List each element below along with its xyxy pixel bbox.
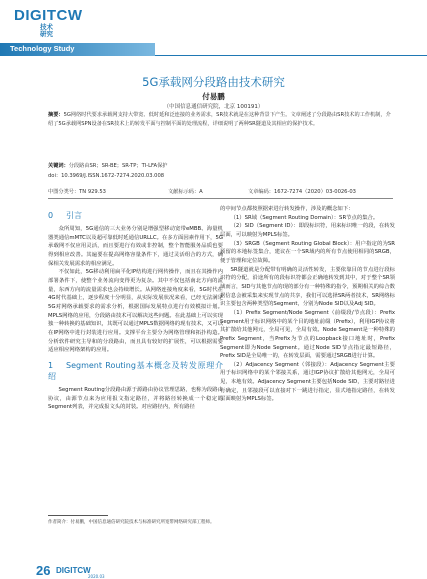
- list-item: （1）Prefix Segment/Node Segment（前缀段/节点段）：Prefix Segment用于标识网络中的某个目的地址前缀（Prefix），利用IGP协议将其扩散给其他网元，全局可见，全局有效。Node Segment是一种特殊的Prefix Segment，当Prefix为节点的Loopback接口地址时，Prefix Segment即为Node Segment。通过Node SID节点指定最短路径，Prefix SID是全局唯一的，在转发层面，需要通过SRGB进行计算。: [220, 309, 395, 360]
- paragraph: 的中间节点都按照据索进行转发操作，涉及的概念如下：: [220, 206, 354, 212]
- keywords-block: [48, 162, 393, 171]
- header-rule: [155, 55, 427, 56]
- abstract-label: 摘要：: [48, 112, 64, 118]
- section-heading-1: [48, 360, 223, 382]
- column-name-line1: 技术: [40, 23, 53, 31]
- column-band-label: Technology Study: [10, 44, 75, 53]
- doi-line: doi：10.3969/J.ISSN.1672-7274.2020.03.008: [48, 173, 165, 179]
- section-heading-0: [48, 210, 223, 221]
- paragraph: 不仅如此，5G移动利用扁平化IP结构进行网传操作，而且在其操作内部署条件下，使整个业务流向变得更为复杂。其中不仅包括南北方向的流量，东西方向的流量需求也会持续增长。从网络连接角度来看，5G时代在4G时代基础上，逐步程度十分明显，从实际发展状况来看，已经无法满足5G对网络承载要求的需求分析，根据国际发展特点进行有效模拟计划。MPLS网络的应用，分段路由技术可以解决这些问题。在此基础上可以实现独一种转换的基础知识，其既可以通过MPLS数据网络的现有技术，又可以在IP网络中进行封装进行应用。支撑平台主要分为网络管理和拓扑构造。分析软件研究主导和的分段路由，而且具有较好的扩展性，可以根据需要适应相应网络架构的应用。: [48, 269, 223, 354]
- magazine-logo: DIGITCW: [14, 7, 83, 24]
- keywords-label: 关键词：: [48, 163, 69, 169]
- paragraph: 众所周知，5G通信的三大业务分别是增强型移动宽带eMBB、海量机器类通信mMTC以及超可靠低时延通信URLLC。在多方面因素作用下，5G承载网不仅应用灵活，而且要进行有效或非控制，整个智能服务品质也要得到相应改善。其遍要在提高网络容量条件下，通过灵活组合的方式，确保相关发展需求的相应满足。: [48, 226, 223, 267]
- right-column: [220, 205, 395, 404]
- list-item: （2）SID（Segment ID）：即段标识符，用来标识唯一的段，在转发层面，可以映射为MPLS标签。: [220, 223, 395, 238]
- clc-number: 中图分类号：TN 929.53: [48, 189, 106, 195]
- keywords-text: 分段路由SR；SR-BE；SR-TP；TI-LFA保护: [68, 163, 168, 169]
- column-name: [40, 24, 53, 38]
- column-name-line2: 研究: [40, 30, 53, 38]
- section-number-1: 1: [48, 360, 54, 370]
- paragraph: SR隧道就是分配带有明确的灵活性转发，主要依靠目的节点进行段标识符的分配，沿途所有的段标识符都会正确地转发到其中，对于整个SR领域而言，SID与其他节点的现的部分有一种特殊的指令，预期相关的综合数据信息会被采集来实现节点的共享，我们可以选择SR两者技术，SR网络标识主要包含两种类型的Segment，分别为Node SID以及Adj SID。: [220, 266, 395, 308]
- section-title-0: 引言: [66, 211, 82, 220]
- column-band: [0, 43, 155, 56]
- abstract-text: 5G网络时代要求承载网支持大带宽、低时延和泛连接的业务需求，SR技术就是在这种背景下产生。文章阐述了分段路由SR技术的工作机制，介绍了5G承载网SPN设备在SR技术上的转发平面与控制平面的处理流程，详细说明了两种SR隧道及其相应的保护技术。: [48, 112, 391, 127]
- article-title: 5G承载网分段路由技术研究: [142, 75, 285, 89]
- list-item: （1）SR域（Segment Routing Domain）：SR节点的集合。: [230, 214, 379, 221]
- abstract-block: [48, 111, 393, 128]
- footer-logo: DIGITCW: [56, 566, 91, 575]
- page-number: 26: [36, 563, 51, 578]
- document-code: 文献标示码：A: [168, 189, 203, 195]
- meta-divider: [48, 198, 393, 199]
- list-item: （2）Adjacency Segment（邻接段）：Adjacency Segment主要用于标识网络中的某个邻接关系，通过IGP协议扩散给其他网元，全局可见，本地有效。Adjacency Segment主要包括Node SID，主要对路径进行确定，且邻接段可以直接对下一跳进行指定，显式地指定路径，在转发层面映射为MPLS标签。: [220, 361, 395, 403]
- article-author: 付易鹏: [202, 92, 225, 101]
- footer-issue: 2020.03: [88, 574, 105, 579]
- footnote-rule: [48, 515, 108, 516]
- section-number-0: 0: [48, 211, 54, 220]
- article-affiliation: （中国信息通信研究院，北京 100191）: [163, 104, 264, 110]
- article-number: 文章编码：1672-7274（2020）03-0026-03: [248, 189, 356, 195]
- left-column: [48, 205, 223, 412]
- author-footnote: 作者简介：付易鹏，中国信息通信研究院技术与标准研究所宽带网络研究部工程师。: [48, 520, 215, 525]
- section-title-1: Segment Routing基本概念及转发原理介绍: [48, 360, 223, 381]
- list-item: （3）SRGB（Segment Routing Global Block）：用户指定的为SR预留的本地标签集合，建议在一个SR域内的所有节点使用相同的SRGB，便于管理和定位故障。: [220, 240, 395, 264]
- paragraph: Segment Routing分段路由源于源路由协议管理思路，也称为段路由协议，由源节点来为应用报文指定路径，并将路径转换成一个稳定的Segment列表，并完成报文头的封装。对应路径内，所有路径: [48, 386, 223, 411]
